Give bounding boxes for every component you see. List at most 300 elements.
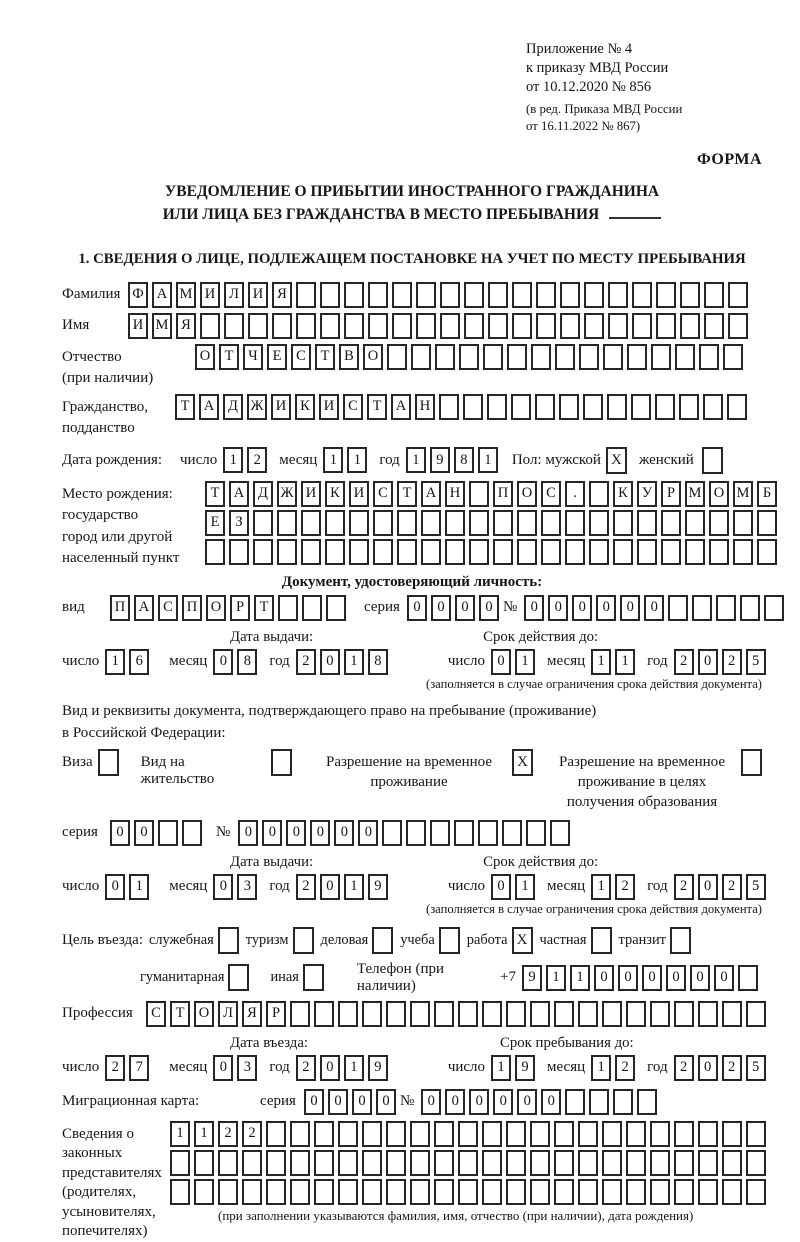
char-cell[interactable]: [650, 1121, 670, 1147]
char-cell[interactable]: [454, 820, 474, 846]
char-cell[interactable]: Я: [272, 282, 292, 308]
char-cell[interactable]: [266, 1121, 286, 1147]
char-cell[interactable]: [626, 1121, 646, 1147]
char-cell[interactable]: [674, 1179, 694, 1205]
char-cell[interactable]: Т: [315, 344, 335, 370]
char-cell[interactable]: П: [182, 595, 202, 621]
char-cell[interactable]: [205, 539, 225, 565]
purpose-tourism-checkbox[interactable]: [293, 927, 314, 954]
char-cell[interactable]: [512, 313, 532, 339]
char-cell[interactable]: [578, 1121, 598, 1147]
char-cell[interactable]: [589, 510, 609, 536]
purpose-private-checkbox[interactable]: [591, 927, 612, 954]
char-cell[interactable]: 0: [334, 820, 354, 846]
char-cell[interactable]: [290, 1121, 310, 1147]
char-cell[interactable]: 9: [515, 1055, 535, 1081]
char-cell[interactable]: 0: [238, 820, 258, 846]
char-cell[interactable]: [386, 1001, 406, 1027]
char-cell[interactable]: [740, 595, 760, 621]
char-cell[interactable]: [535, 394, 555, 420]
char-cell[interactable]: А: [134, 595, 154, 621]
char-cell[interactable]: [655, 394, 675, 420]
char-cell[interactable]: 1: [223, 447, 243, 473]
char-cell[interactable]: 2: [218, 1121, 238, 1147]
char-cell[interactable]: [578, 1001, 598, 1027]
char-cell[interactable]: 1: [406, 447, 426, 473]
char-cell[interactable]: [661, 510, 681, 536]
char-cell[interactable]: А: [229, 481, 249, 507]
char-cell[interactable]: Т: [397, 481, 417, 507]
char-cell[interactable]: 8: [454, 447, 474, 473]
char-cell[interactable]: 0: [407, 595, 427, 621]
char-cell[interactable]: Я: [176, 313, 196, 339]
char-cell[interactable]: [541, 539, 561, 565]
char-cell[interactable]: [578, 1179, 598, 1205]
char-cell[interactable]: 1: [129, 874, 149, 900]
char-cell[interactable]: Д: [253, 481, 273, 507]
char-cell[interactable]: [218, 1179, 238, 1205]
char-cell[interactable]: [392, 282, 412, 308]
sex-male-checkbox[interactable]: X: [606, 447, 627, 474]
char-cell[interactable]: [382, 820, 402, 846]
char-cell[interactable]: Ч: [243, 344, 263, 370]
char-cell[interactable]: Т: [367, 394, 387, 420]
char-cell[interactable]: 2: [615, 1055, 635, 1081]
char-cell[interactable]: [531, 344, 551, 370]
char-cell[interactable]: [302, 595, 322, 621]
char-cell[interactable]: [550, 820, 570, 846]
char-cell[interactable]: Т: [219, 344, 239, 370]
char-cell[interactable]: [703, 394, 723, 420]
char-cell[interactable]: 9: [430, 447, 450, 473]
char-cell[interactable]: [650, 1001, 670, 1027]
char-cell[interactable]: [296, 313, 316, 339]
char-cell[interactable]: Р: [230, 595, 250, 621]
char-cell[interactable]: 0: [491, 649, 511, 675]
char-cell[interactable]: 2: [674, 1055, 694, 1081]
char-cell[interactable]: [602, 1001, 622, 1027]
char-cell[interactable]: О: [517, 481, 537, 507]
char-cell[interactable]: Я: [242, 1001, 262, 1027]
char-cell[interactable]: Ф: [128, 282, 148, 308]
char-cell[interactable]: Ж: [277, 481, 297, 507]
char-cell[interactable]: [397, 539, 417, 565]
char-cell[interactable]: 0: [618, 965, 638, 991]
purpose-humanitarian-checkbox[interactable]: [228, 964, 249, 991]
char-cell[interactable]: [487, 394, 507, 420]
char-cell[interactable]: 2: [296, 874, 316, 900]
char-cell[interactable]: [722, 1001, 742, 1027]
char-cell[interactable]: [560, 313, 580, 339]
char-cell[interactable]: [325, 539, 345, 565]
char-cell[interactable]: [397, 510, 417, 536]
char-cell[interactable]: [680, 282, 700, 308]
char-cell[interactable]: 0: [572, 595, 592, 621]
char-cell[interactable]: 3: [237, 874, 257, 900]
char-cell[interactable]: [493, 539, 513, 565]
char-cell[interactable]: [488, 282, 508, 308]
char-cell[interactable]: [320, 313, 340, 339]
char-cell[interactable]: [727, 394, 747, 420]
char-cell[interactable]: 2: [615, 874, 635, 900]
char-cell[interactable]: О: [195, 344, 215, 370]
char-cell[interactable]: Е: [267, 344, 287, 370]
char-cell[interactable]: 0: [714, 965, 734, 991]
char-cell[interactable]: .: [565, 481, 585, 507]
char-cell[interactable]: [632, 313, 652, 339]
char-cell[interactable]: [637, 539, 657, 565]
char-cell[interactable]: 0: [517, 1089, 537, 1115]
char-cell[interactable]: [704, 282, 724, 308]
char-cell[interactable]: [733, 510, 753, 536]
char-cell[interactable]: [512, 282, 532, 308]
char-cell[interactable]: [536, 282, 556, 308]
char-cell[interactable]: 0: [213, 874, 233, 900]
char-cell[interactable]: [651, 344, 671, 370]
char-cell[interactable]: [589, 481, 609, 507]
char-cell[interactable]: 0: [310, 820, 330, 846]
char-cell[interactable]: 0: [493, 1089, 513, 1115]
char-cell[interactable]: 1: [591, 874, 611, 900]
char-cell[interactable]: 0: [644, 595, 664, 621]
char-cell[interactable]: 0: [376, 1089, 396, 1115]
char-cell[interactable]: [325, 510, 345, 536]
char-cell[interactable]: 0: [698, 874, 718, 900]
char-cell[interactable]: [482, 1001, 502, 1027]
char-cell[interactable]: Т: [254, 595, 274, 621]
purpose-official-checkbox[interactable]: [218, 927, 239, 954]
char-cell[interactable]: 1: [546, 965, 566, 991]
char-cell[interactable]: [626, 1179, 646, 1205]
char-cell[interactable]: [579, 344, 599, 370]
char-cell[interactable]: [338, 1121, 358, 1147]
char-cell[interactable]: [506, 1001, 526, 1027]
char-cell[interactable]: 2: [674, 649, 694, 675]
char-cell[interactable]: [253, 510, 273, 536]
char-cell[interactable]: [362, 1179, 382, 1205]
char-cell[interactable]: 8: [368, 649, 388, 675]
char-cell[interactable]: 2: [296, 649, 316, 675]
char-cell[interactable]: [314, 1121, 334, 1147]
char-cell[interactable]: [637, 510, 657, 536]
char-cell[interactable]: [410, 1121, 430, 1147]
purpose-study-checkbox[interactable]: [439, 927, 460, 954]
char-cell[interactable]: 0: [698, 649, 718, 675]
char-cell[interactable]: [368, 282, 388, 308]
char-cell[interactable]: 2: [722, 874, 742, 900]
char-cell[interactable]: Л: [224, 282, 244, 308]
char-cell[interactable]: П: [493, 481, 513, 507]
char-cell[interactable]: [680, 313, 700, 339]
char-cell[interactable]: [692, 595, 712, 621]
char-cell[interactable]: Т: [175, 394, 195, 420]
char-cell[interactable]: [458, 1001, 478, 1027]
char-cell[interactable]: 9: [368, 874, 388, 900]
char-cell[interactable]: [368, 313, 388, 339]
char-cell[interactable]: [722, 1179, 742, 1205]
char-cell[interactable]: [392, 313, 412, 339]
sex-female-checkbox[interactable]: [702, 447, 723, 474]
char-cell[interactable]: 2: [296, 1055, 316, 1081]
temp-residence-edu-checkbox[interactable]: [741, 749, 762, 776]
char-cell[interactable]: О: [363, 344, 383, 370]
char-cell[interactable]: [320, 282, 340, 308]
char-cell[interactable]: [668, 595, 688, 621]
char-cell[interactable]: С: [158, 595, 178, 621]
char-cell[interactable]: Т: [170, 1001, 190, 1027]
char-cell[interactable]: 1: [344, 649, 364, 675]
char-cell[interactable]: [685, 539, 705, 565]
char-cell[interactable]: [746, 1121, 766, 1147]
char-cell[interactable]: Н: [445, 481, 465, 507]
char-cell[interactable]: [746, 1179, 766, 1205]
char-cell[interactable]: [757, 539, 777, 565]
char-cell[interactable]: [565, 539, 585, 565]
char-cell[interactable]: [589, 1089, 609, 1115]
char-cell[interactable]: 0: [213, 1055, 233, 1081]
char-cell[interactable]: [224, 313, 244, 339]
char-cell[interactable]: Н: [415, 394, 435, 420]
char-cell[interactable]: В: [339, 344, 359, 370]
char-cell[interactable]: [194, 1179, 214, 1205]
char-cell[interactable]: И: [301, 481, 321, 507]
char-cell[interactable]: [434, 1121, 454, 1147]
char-cell[interactable]: [530, 1001, 550, 1027]
char-cell[interactable]: 0: [421, 1089, 441, 1115]
char-cell[interactable]: [511, 394, 531, 420]
char-cell[interactable]: [627, 344, 647, 370]
char-cell[interactable]: 0: [455, 595, 475, 621]
char-cell[interactable]: 0: [105, 874, 125, 900]
char-cell[interactable]: 3: [237, 1055, 257, 1081]
char-cell[interactable]: А: [421, 481, 441, 507]
char-cell[interactable]: [301, 539, 321, 565]
char-cell[interactable]: [410, 1001, 430, 1027]
char-cell[interactable]: 0: [524, 595, 544, 621]
char-cell[interactable]: 0: [320, 874, 340, 900]
char-cell[interactable]: [656, 313, 676, 339]
char-cell[interactable]: 0: [213, 649, 233, 675]
char-cell[interactable]: [637, 1089, 657, 1115]
char-cell[interactable]: 0: [642, 965, 662, 991]
char-cell[interactable]: [373, 539, 393, 565]
char-cell[interactable]: [349, 539, 369, 565]
char-cell[interactable]: [757, 510, 777, 536]
char-cell[interactable]: [608, 313, 628, 339]
char-cell[interactable]: 1: [491, 1055, 511, 1081]
char-cell[interactable]: [469, 510, 489, 536]
char-cell[interactable]: [421, 510, 441, 536]
char-cell[interactable]: [440, 282, 460, 308]
char-cell[interactable]: 0: [358, 820, 378, 846]
char-cell[interactable]: [602, 1179, 622, 1205]
char-cell[interactable]: 5: [746, 1055, 766, 1081]
char-cell[interactable]: [326, 595, 346, 621]
char-cell[interactable]: [530, 1179, 550, 1205]
char-cell[interactable]: [182, 820, 202, 846]
char-cell[interactable]: [458, 1121, 478, 1147]
char-cell[interactable]: [463, 394, 483, 420]
char-cell[interactable]: К: [613, 481, 633, 507]
char-cell[interactable]: [560, 282, 580, 308]
char-cell[interactable]: 1: [478, 447, 498, 473]
char-cell[interactable]: [709, 510, 729, 536]
char-cell[interactable]: М: [733, 481, 753, 507]
char-cell[interactable]: 0: [666, 965, 686, 991]
char-cell[interactable]: [410, 1179, 430, 1205]
char-cell[interactable]: [469, 481, 489, 507]
char-cell[interactable]: И: [319, 394, 339, 420]
char-cell[interactable]: [709, 539, 729, 565]
char-cell[interactable]: [584, 313, 604, 339]
char-cell[interactable]: [554, 1179, 574, 1205]
char-cell[interactable]: [613, 1089, 633, 1115]
char-cell[interactable]: [416, 282, 436, 308]
char-cell[interactable]: 0: [596, 595, 616, 621]
char-cell[interactable]: [421, 539, 441, 565]
char-cell[interactable]: [290, 1179, 310, 1205]
char-cell[interactable]: 0: [698, 1055, 718, 1081]
char-cell[interactable]: [387, 344, 407, 370]
purpose-other-checkbox[interactable]: [303, 964, 324, 991]
char-cell[interactable]: Р: [661, 481, 681, 507]
char-cell[interactable]: [584, 282, 604, 308]
char-cell[interactable]: [631, 394, 651, 420]
char-cell[interactable]: [723, 344, 743, 370]
char-cell[interactable]: [229, 539, 249, 565]
char-cell[interactable]: [362, 1001, 382, 1027]
char-cell[interactable]: 0: [320, 649, 340, 675]
char-cell[interactable]: 0: [286, 820, 306, 846]
char-cell[interactable]: О: [206, 595, 226, 621]
char-cell[interactable]: Л: [218, 1001, 238, 1027]
char-cell[interactable]: 9: [522, 965, 542, 991]
char-cell[interactable]: С: [146, 1001, 166, 1027]
char-cell[interactable]: [445, 510, 465, 536]
char-cell[interactable]: [344, 313, 364, 339]
char-cell[interactable]: 1: [170, 1121, 190, 1147]
char-cell[interactable]: А: [391, 394, 411, 420]
char-cell[interactable]: [277, 539, 297, 565]
char-cell[interactable]: [506, 1121, 526, 1147]
char-cell[interactable]: [733, 539, 753, 565]
char-cell[interactable]: [464, 313, 484, 339]
char-cell[interactable]: 0: [262, 820, 282, 846]
residence-permit-checkbox[interactable]: [271, 749, 292, 776]
char-cell[interactable]: [603, 344, 623, 370]
char-cell[interactable]: [728, 313, 748, 339]
char-cell[interactable]: [459, 344, 479, 370]
purpose-work-checkbox[interactable]: X: [512, 927, 533, 954]
char-cell[interactable]: 0: [445, 1089, 465, 1115]
char-cell[interactable]: [559, 394, 579, 420]
char-cell[interactable]: [458, 1179, 478, 1205]
char-cell[interactable]: [716, 595, 736, 621]
char-cell[interactable]: [278, 595, 298, 621]
purpose-transit-checkbox[interactable]: [670, 927, 691, 954]
char-cell[interactable]: Д: [223, 394, 243, 420]
char-cell[interactable]: 0: [479, 595, 499, 621]
char-cell[interactable]: [445, 539, 465, 565]
char-cell[interactable]: [565, 1089, 585, 1115]
char-cell[interactable]: [502, 820, 522, 846]
char-cell[interactable]: О: [709, 481, 729, 507]
char-cell[interactable]: 2: [247, 447, 267, 473]
char-cell[interactable]: [530, 1121, 550, 1147]
char-cell[interactable]: [507, 344, 527, 370]
char-cell[interactable]: 1: [105, 649, 125, 675]
char-cell[interactable]: 0: [328, 1089, 348, 1115]
char-cell[interactable]: 1: [615, 649, 635, 675]
char-cell[interactable]: 9: [368, 1055, 388, 1081]
char-cell[interactable]: И: [200, 282, 220, 308]
char-cell[interactable]: 0: [352, 1089, 372, 1115]
char-cell[interactable]: И: [271, 394, 291, 420]
char-cell[interactable]: [434, 1001, 454, 1027]
char-cell[interactable]: 2: [242, 1121, 262, 1147]
char-cell[interactable]: [373, 510, 393, 536]
char-cell[interactable]: [253, 539, 273, 565]
char-cell[interactable]: 0: [304, 1089, 324, 1115]
char-cell[interactable]: О: [194, 1001, 214, 1027]
char-cell[interactable]: [349, 510, 369, 536]
char-cell[interactable]: [536, 313, 556, 339]
char-cell[interactable]: [661, 539, 681, 565]
char-cell[interactable]: Е: [205, 510, 225, 536]
char-cell[interactable]: [362, 1121, 382, 1147]
char-cell[interactable]: [469, 539, 489, 565]
char-cell[interactable]: [290, 1001, 310, 1027]
char-cell[interactable]: [464, 282, 484, 308]
char-cell[interactable]: С: [291, 344, 311, 370]
char-cell[interactable]: 6: [129, 649, 149, 675]
char-cell[interactable]: Т: [205, 481, 225, 507]
char-cell[interactable]: [434, 1179, 454, 1205]
char-cell[interactable]: [679, 394, 699, 420]
char-cell[interactable]: 0: [690, 965, 710, 991]
char-cell[interactable]: [650, 1179, 670, 1205]
char-cell[interactable]: 5: [746, 874, 766, 900]
char-cell[interactable]: [338, 1179, 358, 1205]
char-cell[interactable]: 1: [323, 447, 343, 473]
char-cell[interactable]: [170, 1179, 190, 1205]
char-cell[interactable]: 1: [344, 874, 364, 900]
char-cell[interactable]: [764, 595, 784, 621]
char-cell[interactable]: К: [295, 394, 315, 420]
char-cell[interactable]: Ж: [247, 394, 267, 420]
visa-checkbox[interactable]: [98, 749, 119, 776]
char-cell[interactable]: [200, 313, 220, 339]
char-cell[interactable]: [722, 1121, 742, 1147]
char-cell[interactable]: [583, 394, 603, 420]
char-cell[interactable]: 1: [515, 874, 535, 900]
char-cell[interactable]: [296, 282, 316, 308]
char-cell[interactable]: [704, 313, 724, 339]
char-cell[interactable]: К: [325, 481, 345, 507]
char-cell[interactable]: 8: [237, 649, 257, 675]
char-cell[interactable]: 0: [620, 595, 640, 621]
char-cell[interactable]: 0: [134, 820, 154, 846]
char-cell[interactable]: [554, 1121, 574, 1147]
char-cell[interactable]: [440, 313, 460, 339]
char-cell[interactable]: [517, 510, 537, 536]
char-cell[interactable]: И: [128, 313, 148, 339]
char-cell[interactable]: [632, 282, 652, 308]
char-cell[interactable]: [314, 1001, 334, 1027]
char-cell[interactable]: И: [349, 481, 369, 507]
char-cell[interactable]: 7: [129, 1055, 149, 1081]
char-cell[interactable]: С: [541, 481, 561, 507]
